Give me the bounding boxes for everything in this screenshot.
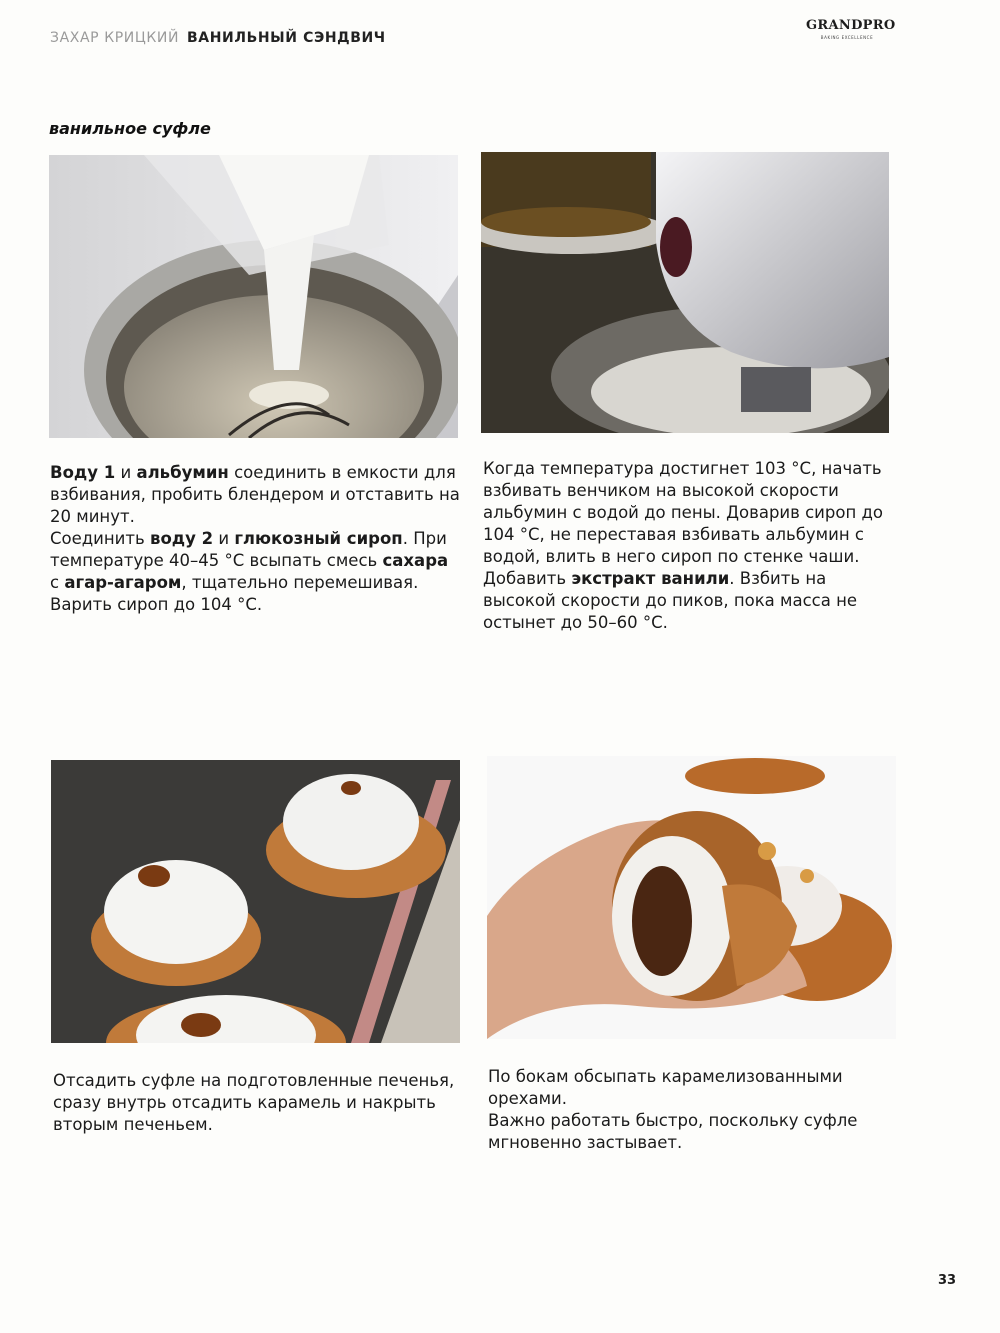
text-run: Когда температура достигнет 103 °C, начать взбивать венчиком на высокой скорости альбумин с водой до пены. Доварив сироп до 104 °C, не переставая взбивать альбумин с водой, влить в него сироп по стенке чаши. Добавить bbox=[483, 459, 884, 588]
step-2-para-1 bbox=[483, 458, 893, 634]
ingredient-glucose-syrup: глюкозный сироп bbox=[234, 529, 403, 548]
step-1-para-2 bbox=[50, 528, 460, 616]
ingredient-albumin: альбумин bbox=[136, 463, 229, 482]
text-run: Важно работать быстро, поскольку суфле мгновенно застывает. bbox=[488, 1111, 858, 1152]
recipe-title: ВАНИЛЬНЫЙ СЭНДВИЧ bbox=[187, 30, 386, 46]
text-run: и bbox=[213, 529, 235, 548]
ingredient-vanilla-extract: экстракт ванили bbox=[571, 569, 730, 588]
text-run: и bbox=[115, 463, 137, 482]
photo-mixer-syrup bbox=[481, 152, 889, 433]
brand-logo bbox=[806, 18, 896, 40]
brand-tagline: BAKING EXCELLENCE bbox=[820, 35, 874, 40]
text-run: , тщательно перемешивая. Варить сироп до 104 °C. bbox=[50, 573, 419, 614]
ingredient-water-1: Воду 1 bbox=[50, 463, 116, 482]
section-title: ванильное суфле bbox=[49, 119, 211, 138]
text-run: . При температуре 40–45 °C всыпать смесь bbox=[50, 529, 447, 570]
step-1-text bbox=[50, 462, 460, 616]
brand-name: GRANDPRO bbox=[806, 18, 896, 33]
ingredient-sugar: сахара bbox=[382, 551, 449, 570]
step-2-text bbox=[483, 458, 893, 634]
ingredient-agar-agar: агар-агаром bbox=[64, 573, 182, 592]
text-run: По бокам обсыпать карамелизованными орехами. bbox=[488, 1067, 843, 1108]
text-run: соединить в емкости для взбивания, пробить блендером и отставить на 20 минут. bbox=[50, 463, 460, 526]
step-4-text bbox=[488, 1066, 898, 1154]
running-header bbox=[50, 30, 386, 46]
text-run: . Взбить на высокой скорости до пиков, пока масса не остынет до 50–60 °C. bbox=[483, 569, 858, 632]
step-4-para-2 bbox=[488, 1110, 898, 1154]
page-number: 33 bbox=[938, 1273, 957, 1288]
photo-souffle-on-cookies bbox=[51, 760, 460, 1043]
ingredient-water-2: воду 2 bbox=[150, 529, 214, 548]
step-3-text bbox=[53, 1070, 465, 1136]
author-name: ЗАХАР КРИЦКИЙ bbox=[50, 30, 180, 46]
text-run: Отсадить суфле на подготовленные печенья, сразу внутрь отсадить карамель и накрыть вторым печеньем. bbox=[53, 1071, 455, 1134]
photo-pouring-sugar bbox=[49, 155, 458, 438]
step-4-para-1 bbox=[488, 1066, 898, 1110]
text-run: с bbox=[50, 573, 65, 592]
photo-sandwich-in-hand bbox=[487, 756, 896, 1039]
step-3-para-1 bbox=[53, 1070, 465, 1136]
step-1-para-1 bbox=[50, 462, 460, 528]
text-run: Соединить bbox=[50, 529, 150, 548]
